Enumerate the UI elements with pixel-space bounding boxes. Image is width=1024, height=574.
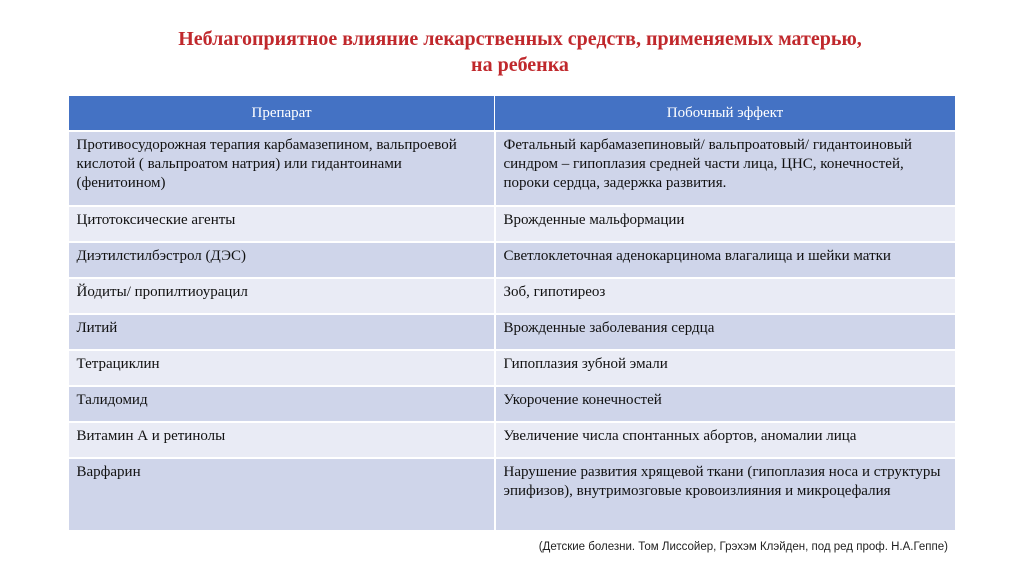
header-side-effect: Побочный эффект <box>495 96 956 132</box>
cell-drug: Варфарин <box>69 458 495 530</box>
cell-drug: Литий <box>69 314 495 350</box>
cell-effect: Светлоклеточная аденокарцинома влагалища и шейки матки <box>495 242 956 278</box>
table-row <box>69 458 956 530</box>
cell-effect: Зоб, гипотиреоз <box>495 278 956 314</box>
table-row <box>69 314 956 350</box>
slide-title-line-1: Неблагоприятное влияние лекарственных средств, применяемых матерью, <box>178 28 862 50</box>
cell-effect: Нарушение развития хрящевой ткани (гипоплазия носа и структуры эпифизов), внутримозговые кровоизлияния и микроцефалия <box>495 458 956 530</box>
cell-drug: Витамин А и ретинолы <box>69 422 495 458</box>
slide-title <box>60 26 980 78</box>
table-row <box>69 350 956 386</box>
slide-title-line-2: на ребенка <box>471 54 569 76</box>
table-row <box>69 242 956 278</box>
cell-effect: Укорочение конечностей <box>495 386 956 422</box>
table-row <box>69 278 956 314</box>
cell-effect: Врожденные мальформации <box>495 206 956 242</box>
cell-drug: Противосудорожная терапия карбамазепином, вальпроевой кислотой ( вальпроатом натрия) или гидантоинами (фенитоином) <box>69 131 495 206</box>
header-drug: Препарат <box>69 96 495 132</box>
source-citation: (Детские болезни. Том Лиссойер, Грэхэм Клэйден, под ред проф. Н.А.Геппе) <box>538 541 948 553</box>
table-row <box>69 422 956 458</box>
table-row <box>69 386 956 422</box>
table-row <box>69 206 956 242</box>
cell-effect: Гипоплазия зубной эмали <box>495 350 956 386</box>
cell-effect: Увеличение числа спонтанных абортов, аномалии лица <box>495 422 956 458</box>
cell-drug: Талидомид <box>69 386 495 422</box>
cell-effect: Врожденные заболевания сердца <box>495 314 956 350</box>
cell-drug: Цитотоксические агенты <box>69 206 495 242</box>
cell-drug: Тетрациклин <box>69 350 495 386</box>
table-header-row <box>69 96 956 132</box>
drug-effects-table <box>68 95 957 530</box>
cell-drug: Йодиты/ пропилтиоурацил <box>69 278 495 314</box>
cell-effect: Фетальный карбамазепиновый/ вальпроатовый/ гидантоиновый синдром – гипоплазия средней части лица, ЦНС, конечностей, пороки сердца, задержка развития. <box>495 131 956 206</box>
cell-drug: Диэтилстилбэстрол (ДЭС) <box>69 242 495 278</box>
table-row <box>69 131 956 206</box>
